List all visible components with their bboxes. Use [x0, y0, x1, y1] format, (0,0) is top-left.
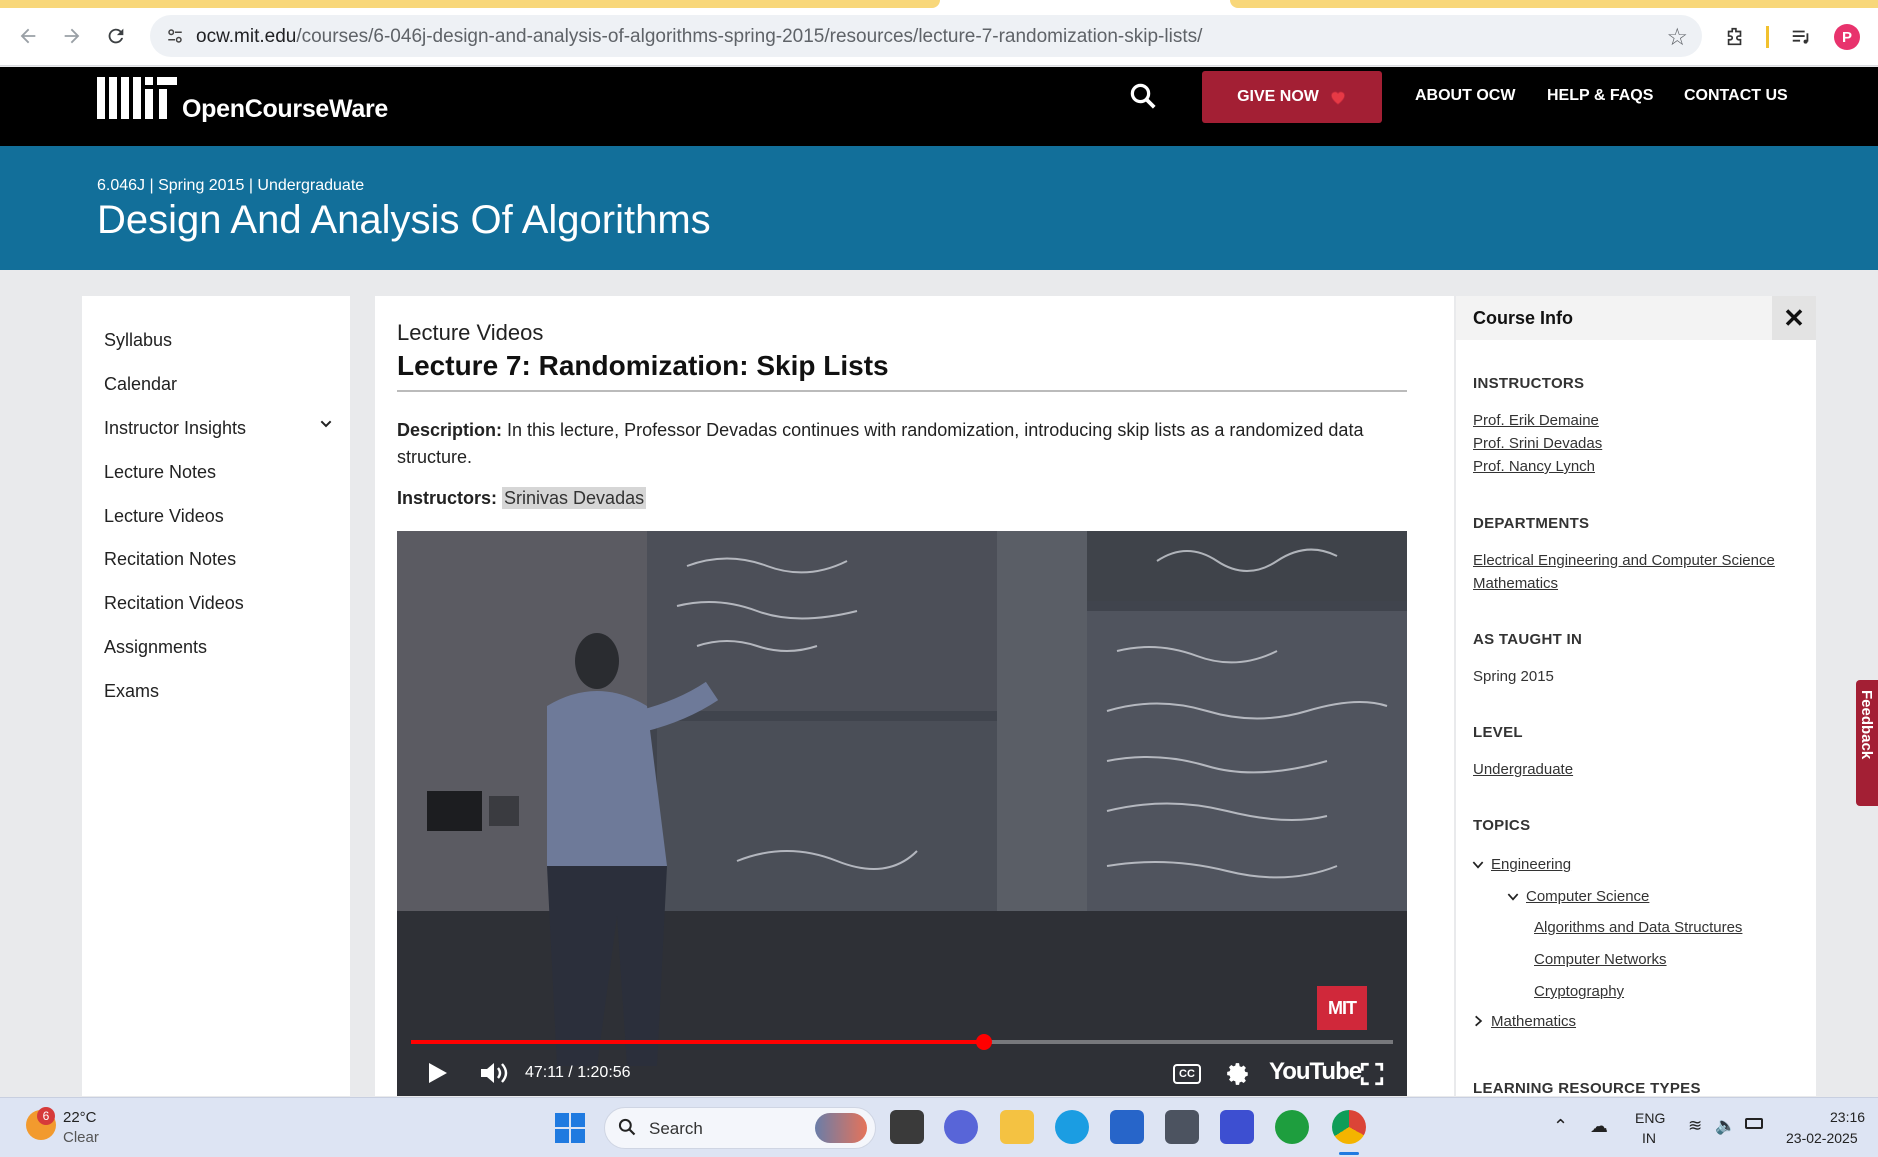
instructors-line	[397, 488, 646, 509]
nav-item-recitation-videos[interactable]: Recitation Videos	[104, 593, 244, 613]
reload-icon[interactable]	[100, 20, 132, 52]
chevron-down-icon[interactable]	[318, 416, 334, 432]
level-link[interactable]: Undergraduate	[1473, 761, 1574, 778]
mit-logo[interactable]	[97, 77, 177, 119]
bookmark-star-icon[interactable]: ☆	[1666, 24, 1688, 51]
main-content	[375, 296, 1454, 1096]
instructors-label: Instructors:	[397, 488, 498, 508]
url-host: ocw.mit.edu	[196, 26, 297, 47]
course-info-title: Course Info	[1473, 308, 1574, 328]
youtube-logo[interactable]: YouTube	[1269, 1058, 1362, 1085]
course-meta: 6.046J | Spring 2015 | Undergraduate	[97, 177, 365, 194]
feedback-tab[interactable]	[1856, 680, 1878, 806]
description-label: Description:	[397, 420, 503, 440]
give-now-button[interactable]	[1202, 71, 1382, 123]
weather-condition: Clear	[63, 1129, 99, 1146]
course-info-header	[1456, 296, 1816, 340]
video-progress-bar[interactable]	[411, 1040, 1393, 1044]
instructor-link-demaine[interactable]: Prof. Erik Demaine	[1473, 412, 1599, 429]
nav-item-lecture-notes[interactable]: Lecture Notes	[104, 462, 217, 482]
url-text[interactable]	[196, 26, 1202, 48]
nav-item-calendar[interactable]: Calendar	[104, 374, 178, 394]
video-progress-knob[interactable]	[976, 1034, 992, 1050]
nav-item-syllabus[interactable]: Syllabus	[104, 330, 173, 350]
taskbar-app-chrome-icon[interactable]	[1332, 1110, 1366, 1144]
site-settings-icon[interactable]	[164, 25, 186, 47]
profile-avatar[interactable]: P	[1834, 24, 1860, 50]
expand-mathematics-icon[interactable]	[1471, 1014, 1485, 1028]
video-progress-fill	[411, 1040, 984, 1044]
help-faqs-link[interactable]: HELP & FAQS	[1547, 87, 1654, 104]
taskbar-search[interactable]	[604, 1107, 876, 1149]
wifi-icon[interactable]: ≋	[1688, 1116, 1703, 1135]
department-link-math[interactable]: Mathematics	[1473, 575, 1559, 592]
nav-item-instructor-insights[interactable]: Instructor Insights	[104, 418, 247, 438]
settings-gear-icon[interactable]	[1225, 1061, 1251, 1087]
captions-button[interactable]: CC	[1173, 1064, 1201, 1084]
taskbar-app-edge-icon[interactable]	[1055, 1110, 1089, 1144]
taskbar-app-m-icon[interactable]	[1220, 1110, 1254, 1144]
taught-value: Spring 2015	[1473, 668, 1554, 685]
taskbar-search-text: Search	[649, 1119, 703, 1138]
clock-date[interactable]: 23-02-2025	[1786, 1130, 1858, 1146]
level-heading: LEVEL	[1473, 724, 1523, 741]
extensions-icon[interactable]	[1720, 22, 1750, 52]
language-secondary[interactable]: IN	[1642, 1130, 1656, 1146]
active-app-indicator	[1339, 1152, 1359, 1155]
expand-engineering-icon[interactable]	[1471, 858, 1485, 872]
instructors-heading: INSTRUCTORS	[1473, 375, 1585, 392]
nav-item-exams[interactable]: Exams	[104, 681, 160, 701]
topic-link-mathematics[interactable]: Mathematics	[1491, 1013, 1577, 1030]
tab-strip-edge	[0, 0, 1878, 8]
speaker-icon[interactable]: 🔈	[1715, 1116, 1737, 1135]
instructor-link-devadas[interactable]: Prof. Srini Devadas	[1473, 435, 1603, 452]
learning-resource-types-heading: LEARNING RESOURCE TYPES	[1473, 1080, 1701, 1097]
contact-us-link[interactable]: CONTACT US	[1684, 87, 1788, 104]
description-text: In this lecture, Professor Devadas continues with randomization, introducing skip lists as a randomized data structure.	[397, 420, 1364, 467]
site-name[interactable]: OpenCourseWare	[182, 95, 389, 123]
windows-start-icon[interactable]	[555, 1113, 585, 1143]
video-frame	[397, 531, 1407, 1096]
url-path: /courses/6-046j-design-and-analysis-of-algorithms-spring-2015/resources/lecture-7-randomization-skip-lists/	[296, 26, 1203, 47]
title-divider	[397, 390, 1407, 392]
taskbar-app-terminal-icon[interactable]	[890, 1110, 924, 1144]
departments-heading: DEPARTMENTS	[1473, 515, 1590, 532]
expand-computer-science-icon[interactable]	[1506, 890, 1520, 904]
mit-video-badge	[1317, 986, 1367, 1030]
heart-icon	[1329, 89, 1347, 105]
battery-icon[interactable]	[1745, 1118, 1763, 1129]
language-primary[interactable]: ENG	[1635, 1110, 1666, 1126]
section-label: Lecture Videos	[397, 320, 544, 345]
nav-item-recitation-notes[interactable]: Recitation Notes	[104, 549, 237, 569]
cloud-offline-icon[interactable]: ☁	[1590, 1116, 1608, 1136]
taskbar-app-store-icon[interactable]	[1110, 1110, 1144, 1144]
address-bar[interactable]	[150, 15, 1702, 57]
toolbar-divider	[1766, 26, 1769, 48]
topic-link-computer-science[interactable]: Computer Science	[1526, 888, 1650, 905]
nav-item-lecture-videos[interactable]: Lecture Videos	[104, 506, 224, 526]
instructor-link-lynch[interactable]: Prof. Nancy Lynch	[1473, 458, 1595, 475]
department-link-eecs[interactable]: Electrical Engineering and Computer Science	[1473, 552, 1775, 569]
course-info-panel	[1456, 296, 1816, 1096]
topic-link-cryptography[interactable]: Cryptography	[1534, 983, 1625, 1000]
weather-badge: 6	[37, 1107, 55, 1125]
nav-item-assignments[interactable]: Assignments	[104, 637, 208, 657]
taught-heading: AS TAUGHT IN	[1473, 631, 1583, 648]
topics-heading: TOPICS	[1473, 817, 1531, 834]
taskbar-app-xbox-icon[interactable]	[1275, 1110, 1309, 1144]
give-now-label: GIVE NOW	[1237, 88, 1319, 105]
lecture-title: Lecture 7: Randomization: Skip Lists	[397, 350, 889, 381]
volume-icon[interactable]	[479, 1061, 509, 1085]
back-arrow-icon[interactable]	[12, 20, 44, 52]
feedback-label: Feedback	[1858, 690, 1875, 760]
taskbar-app-files-icon[interactable]	[1000, 1110, 1034, 1144]
topic-link-engineering[interactable]: Engineering	[1491, 856, 1572, 873]
topic-link-algorithms[interactable]: Algorithms and Data Structures	[1534, 919, 1743, 936]
course-banner	[0, 146, 1878, 270]
search-highlight-icon	[815, 1113, 867, 1143]
video-time: 47:11 / 1:20:56	[525, 1064, 631, 1081]
close-panel-button[interactable]	[1772, 296, 1816, 340]
fullscreen-icon[interactable]	[1359, 1061, 1385, 1087]
taskbar-search-icon	[617, 1117, 637, 1137]
browser-toolbar	[0, 8, 1878, 66]
media-queue-icon[interactable]	[1786, 22, 1816, 52]
topic-link-networks[interactable]: Computer Networks	[1534, 951, 1667, 968]
course-title[interactable]: Design And Analysis Of Algorithms	[97, 198, 711, 242]
mit-badge-text: MIT	[1328, 997, 1356, 1018]
instructor-name[interactable]: Srinivas Devadas	[504, 488, 645, 508]
taskbar-app-cube-icon[interactable]	[1165, 1110, 1199, 1144]
taskbar-app-chat-icon[interactable]	[944, 1110, 978, 1144]
about-ocw-link[interactable]: ABOUT OCW	[1415, 87, 1516, 104]
site-header	[0, 67, 1878, 146]
play-icon[interactable]	[427, 1061, 449, 1085]
clock-time[interactable]: 23:16	[1830, 1109, 1866, 1125]
lecture-description	[397, 417, 1407, 471]
windows-taskbar	[0, 1097, 1878, 1157]
close-icon: ✕	[1783, 302, 1805, 333]
course-nav	[82, 296, 350, 1096]
tray-chevron-up-icon[interactable]: ⌃	[1553, 1116, 1569, 1136]
weather-temp[interactable]: 22°C	[63, 1109, 97, 1126]
search-icon[interactable]	[1128, 81, 1158, 111]
forward-arrow-icon[interactable]	[56, 20, 88, 52]
video-player[interactable]	[397, 531, 1407, 1096]
